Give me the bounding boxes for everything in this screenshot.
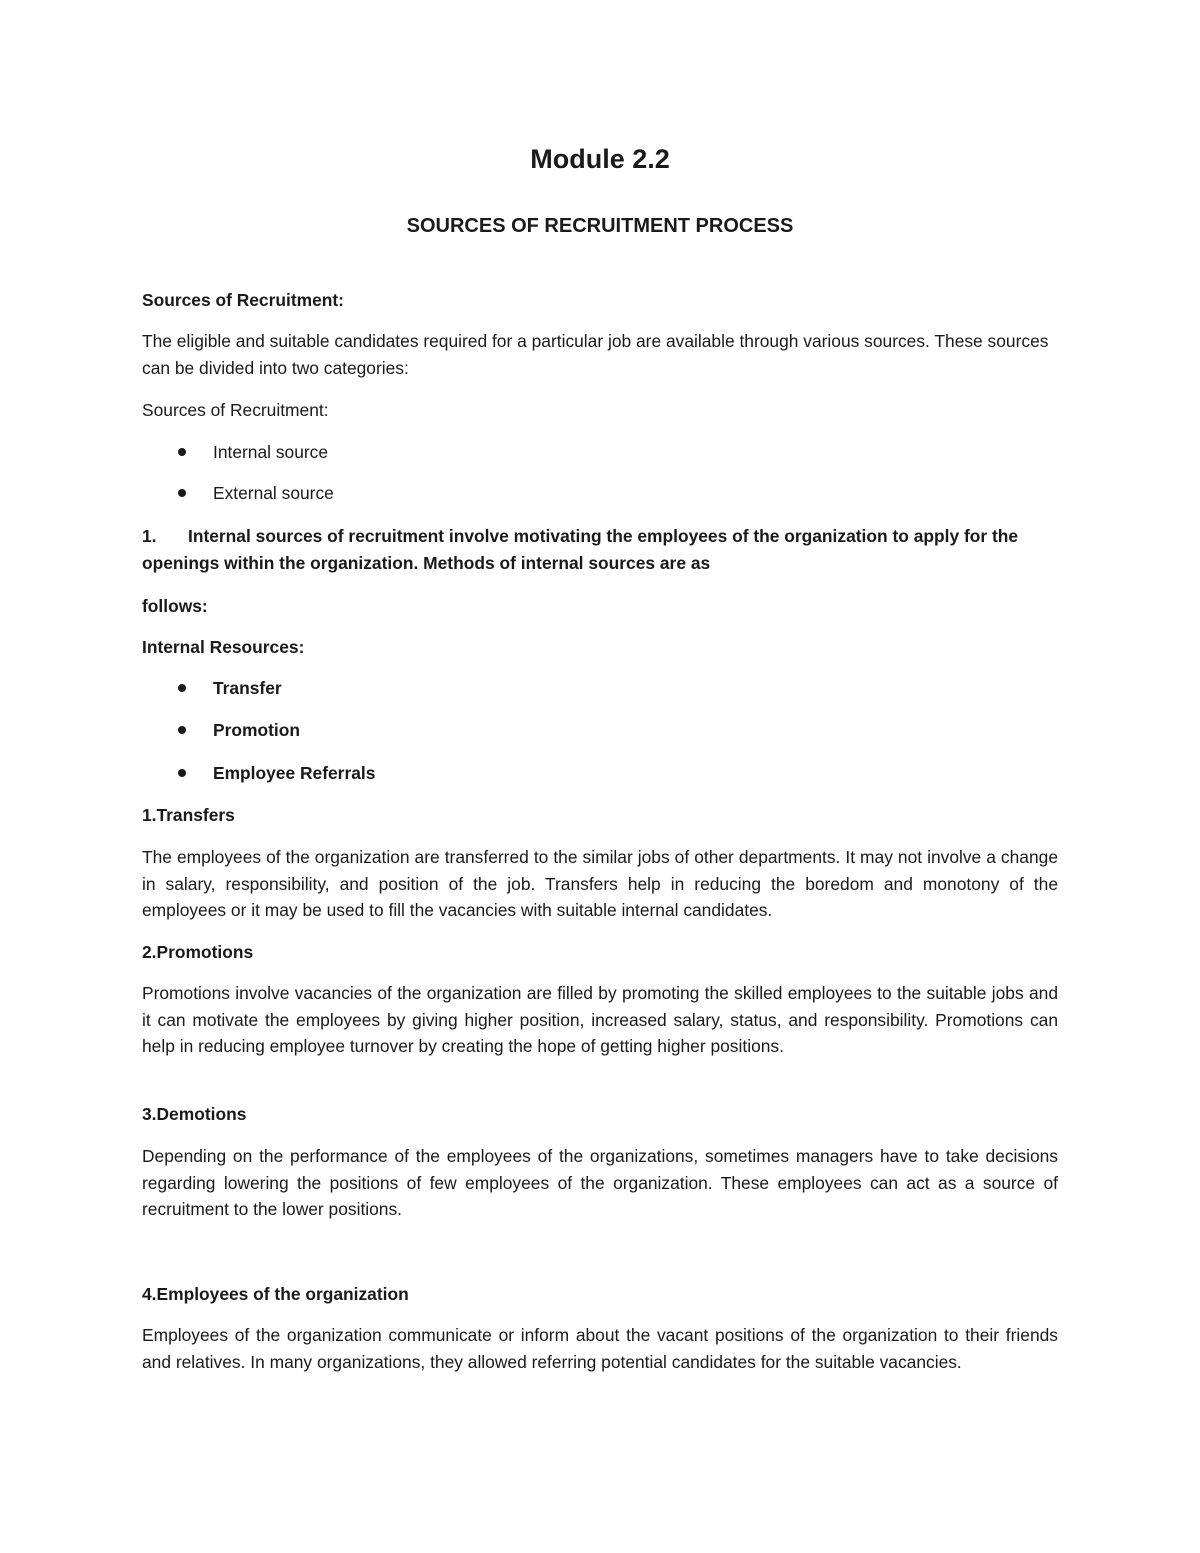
internal-resources-heading: Internal Resources: [142, 637, 305, 657]
list-item [178, 675, 282, 701]
list-item [178, 717, 300, 743]
point-1-number: 1. [142, 526, 157, 546]
transfers-paragraph: The employees of the organization are transferred to the similar jobs of other departments. It may not involve a change in salary, responsibility, and position of the job. Transfers help in reducing the boredom and monotony of the employees or it may be used to fill the vacancies with suitable internal candidates. [142, 847, 1058, 920]
sources-heading: Sources of Recruitment: [142, 290, 344, 310]
transfers-heading: 1.Transfers [142, 805, 235, 825]
bullet-icon [178, 769, 186, 777]
bullet-icon [178, 726, 186, 734]
point-1-follows: follows: [142, 596, 208, 616]
promotions-heading: 2.Promotions [142, 942, 254, 962]
employees-heading: 4.Employees of the organization [142, 1284, 409, 1304]
bullet-icon [178, 448, 186, 456]
list-item-label: Internal source [213, 442, 329, 462]
bullet-icon [178, 684, 186, 692]
intro-paragraph: The eligible and suitable candidates required for a particular job are available through various sources. These sources can be divided into two categories: [142, 331, 1049, 378]
list-item [178, 760, 375, 786]
page-title: Module 2.2 [530, 144, 670, 174]
page-subtitle: SOURCES OF RECRUITMENT PROCESS [406, 215, 794, 237]
sources-label: Sources of Recruitment: [142, 400, 329, 420]
demotions-paragraph: Depending on the performance of the employees of the organizations, sometimes managers have to take decisions regarding lowering the positions of few employees of the organization. These employees can act as a source of recruitment to the lower positions. [142, 1146, 1058, 1219]
list-item [178, 439, 328, 465]
promotions-paragraph: Promotions involve vacancies of the organization are filled by promoting the skilled employees to the suitable jobs and it can motivate the employees by giving higher position, increased salary, status, and responsibility. Promotions can help in reducing employee turnover by creating the hope of getting higher positions. [142, 983, 1058, 1056]
list-item [178, 480, 334, 506]
list-item-label: Promotion [213, 720, 300, 740]
list-item-label: Transfer [213, 678, 282, 698]
point-1-paragraph [142, 523, 1058, 576]
demotions-heading: 3.Demotions [142, 1104, 247, 1124]
list-item-label: Employee Referrals [213, 763, 376, 783]
employees-paragraph: Employees of the organization communicate or inform about the vacant positions of the organization to their friends and relatives. In many organizations, they allowed referring potential candidates for the suitable vacancies. [142, 1325, 1058, 1372]
bullet-icon [178, 489, 186, 497]
list-item-label: External source [213, 483, 334, 503]
point-1-text: Internal sources of recruitment involve motivating the employees of the organization to apply for the openings within the organization. Methods of internal sources are as [142, 526, 1019, 573]
